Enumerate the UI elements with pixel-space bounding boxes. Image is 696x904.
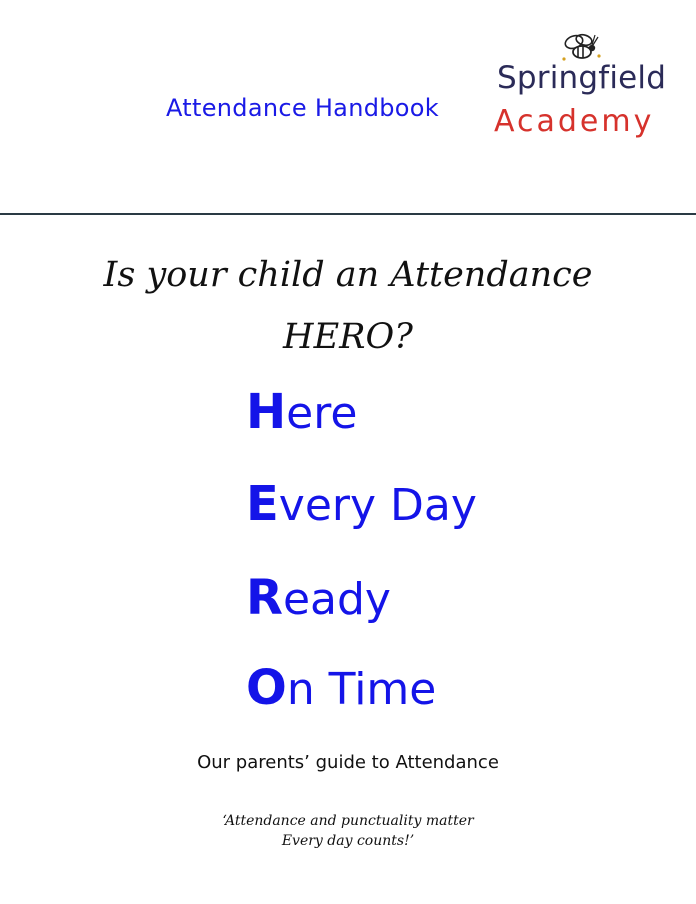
hero-letter-r: R [246, 570, 283, 626]
guide-subtitle: Our parents’ guide to Attendance [197, 752, 499, 773]
hero-word-ready [246, 570, 391, 626]
header-divider [0, 213, 696, 215]
hero-letter-e: E [246, 476, 279, 532]
hero-letter-h: H [246, 384, 287, 440]
hero-rest-here: ere [286, 388, 358, 439]
hero-word-here [246, 384, 357, 440]
quote-line-2: Every day counts!’ [281, 833, 415, 849]
hero-rest-ready: eady [282, 574, 391, 625]
hero-word-every-day [246, 476, 477, 532]
hero-question-line-2: HERO? [283, 317, 413, 357]
logo-springfield-text: Springfield [497, 60, 667, 96]
hero-letter-o: O [246, 660, 287, 716]
header-title: Attendance Handbook [166, 94, 439, 122]
hero-question-line-1: Is your child an Attendance [103, 255, 593, 295]
logo-academy-text: Academy [494, 104, 655, 139]
hero-rest-on-time: n Time [286, 664, 437, 715]
hero-rest-every-day: very Day [278, 480, 477, 531]
quote-line-1: ‘Attendance and punctuality matter [222, 813, 474, 829]
hero-word-on-time [246, 660, 436, 716]
